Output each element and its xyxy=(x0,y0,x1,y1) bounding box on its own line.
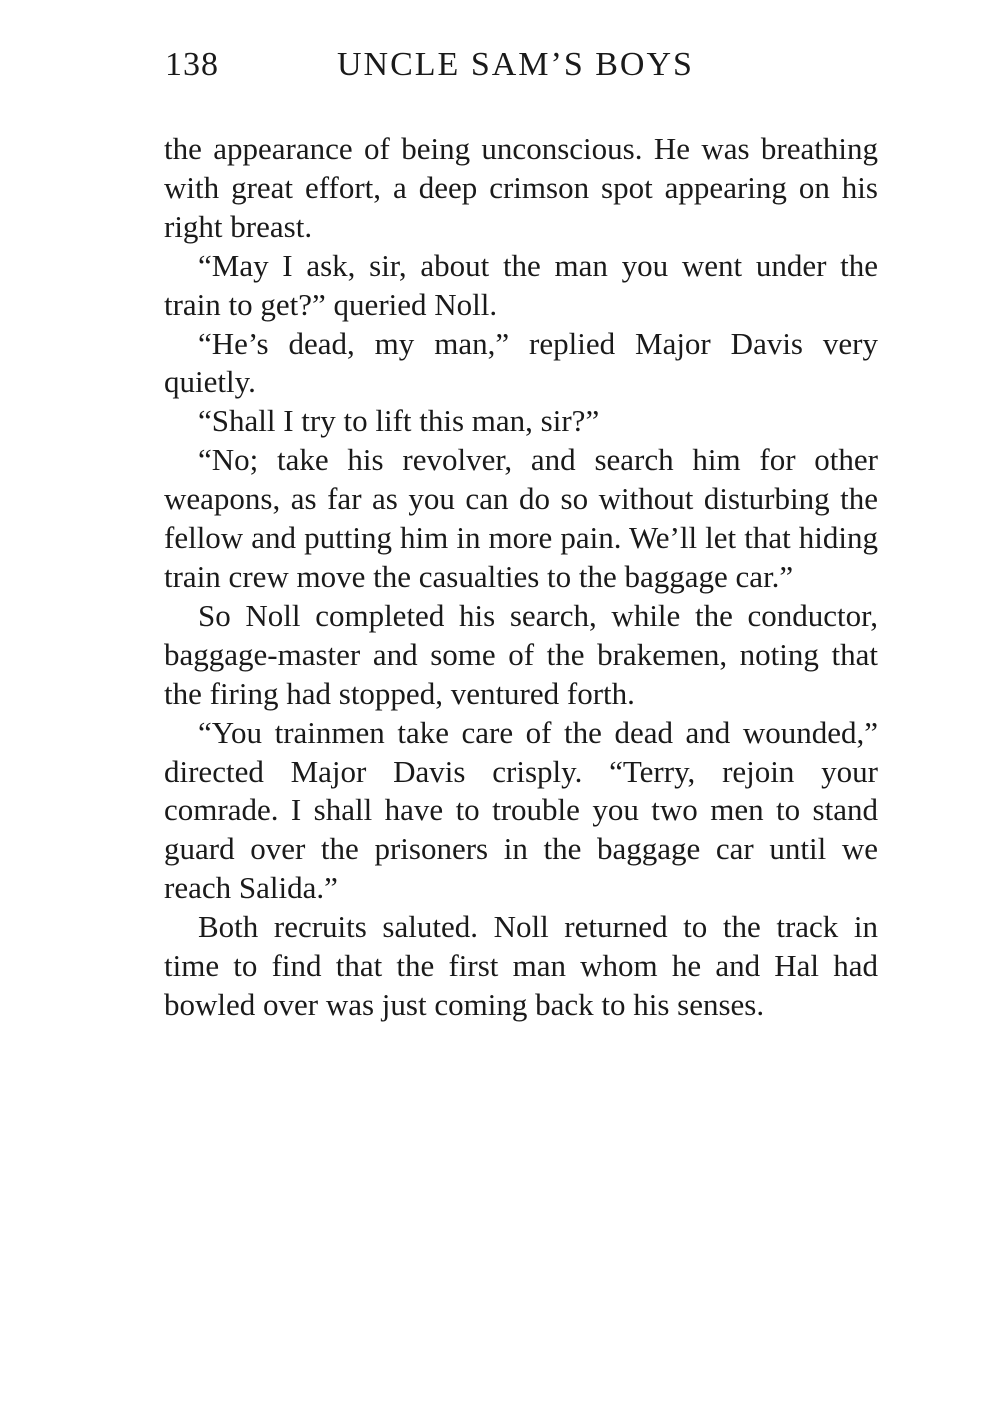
paragraph-3: “He’s dead, my man,” replied Major Davis very quietly. xyxy=(164,325,878,400)
paragraph-1: the appearance of being unconscious. He was breathing with great effort, a deep crimson spot appearing on his right breast. xyxy=(164,131,878,244)
paragraph-2: “May I ask, sir, about the man you went under the train to get?” queried Noll. xyxy=(164,247,878,322)
paragraph-5: “No; take his revolver, and search him for other weapons, as far as you can do so without disturbing the fellow and putting him in more pain. We’ll let that hiding train crew move the casualties to the baggage car.” xyxy=(164,442,878,594)
paragraph-7: “You trainmen take care of the dead and wounded,” directed Major Davis crisply. “Terry, rejoin your comrade. I shall have to trouble you two men to stand guard over the prisoners in the baggage car until we reach Salida.” xyxy=(164,714,878,906)
paragraph-4: “Shall I try to lift this man, sir?” xyxy=(198,403,600,439)
page-number: 138 xyxy=(165,46,219,83)
paragraph-8: Both recruits saluted. Noll returned to the track in time to find that the first man whom he and Hal had bowled over was just coming back to his senses. xyxy=(164,909,878,1022)
body-text xyxy=(164,130,878,1025)
page-header xyxy=(165,46,885,96)
running-title: UNCLE SAM’S BOYS xyxy=(337,46,694,83)
paragraph-6: So Noll completed his search, while the conductor, baggage-master and some of the brakemen, noting that the firing had stopped, ventured forth. xyxy=(164,597,878,711)
